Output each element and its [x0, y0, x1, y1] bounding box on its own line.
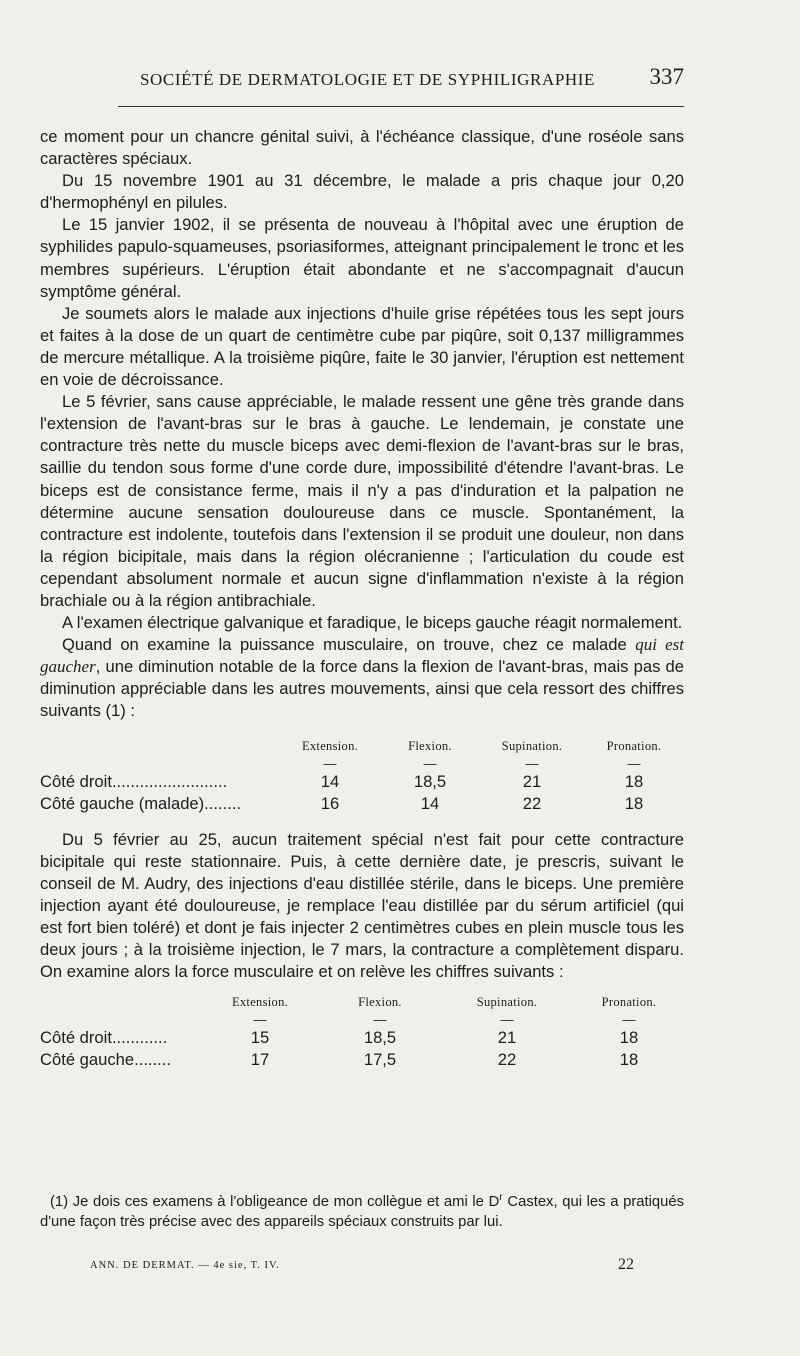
dash-row [40, 757, 684, 771]
page-number: 337 [649, 64, 684, 89]
paragraph-6: A l'examen électrique galvanique et faradique, le biceps gauche réagit normalement. [62, 613, 683, 633]
column-header: Extension. [301, 738, 359, 753]
column-header: Flexion. [358, 995, 402, 1010]
dash: — [627, 755, 641, 771]
column-header: Flexion. [408, 738, 452, 753]
table-header-row [40, 991, 684, 1013]
row-label: Côté droit......................... [40, 771, 228, 791]
table-row [40, 1049, 684, 1071]
dash: — [323, 755, 337, 771]
paragraph-2: Du 15 novembre 1901 au 31 décembre, le malade a pris chaque jour 0,20 d'hermophényl en pilules. [40, 171, 684, 213]
table-cell: 17 [250, 1050, 270, 1070]
measure-table-before [40, 735, 684, 815]
body-text [40, 126, 684, 1071]
running-head [118, 62, 684, 96]
table-cell: 16 [320, 793, 340, 813]
table-cell: 18 [619, 1050, 639, 1070]
row-label: Côté gauche (malade)........ [40, 793, 242, 813]
signature-mark: 22 [618, 1256, 634, 1273]
dash: — [500, 1012, 514, 1028]
table-cell: 18,5 [413, 771, 447, 791]
table-cell: 18,5 [363, 1028, 397, 1048]
table-cell: 21 [497, 1028, 517, 1048]
dash: — [373, 1012, 387, 1028]
table-cell: 15 [250, 1028, 270, 1048]
journal-citation: ANN. DE DERMAT. — 4e sie, T. IV. [90, 1260, 280, 1271]
paragraph-7 [40, 634, 684, 722]
row-label: Côté gauche........ [40, 1050, 171, 1070]
dash: — [525, 755, 539, 771]
paragraph-3: Le 15 janvier 1902, il se présenta de nouveau à l'hôpital avec une éruption de syphilides papulo-squameuses, psoriasiformes, atteignant principalement le tronc et les membres supérieurs. L'éruption était abondante et ne s'accompagnait d'aucun symptôme général. [40, 215, 684, 301]
column-header: Extension. [231, 995, 289, 1010]
table-cell: 18 [624, 793, 644, 813]
table-cell: 18 [619, 1028, 639, 1048]
dash-row [40, 1013, 684, 1027]
table-cell: 14 [420, 793, 440, 813]
row-label: Côté droit............ [40, 1028, 168, 1048]
table-header-row [40, 735, 684, 757]
table-row [40, 793, 684, 815]
table-cell: 14 [320, 771, 340, 791]
footnote-text [40, 1188, 684, 1232]
paragraph-5: Le 5 février, sans cause appréciable, le malade ressent une gêne très grande dans l'extension de l'avant-bras sur le bras à gauche. Le lendemain, je constate une contracture très nette du muscle biceps avec demi-flexion de l'avant-bras sur le bras, saillie du tendon sous forme d'une corde dure, impossibilité d'étendre l'avant-bras. Le biceps est de consistance ferme, mais il n'y a pas d'induration et la palpation ne détermine aucune sensation douloureuse dans ce muscle. Spontanément, la contracture est indolente, toutefois dans l'extension il se produit une douleur, non dans la région bicipitale, mais dans la région olécranienne ; l'articulation du coude est cependant absolument normale et aucun signe d'inflammation n'existe à la région brachiale ou à la région antibrachiale. [40, 392, 684, 610]
dash: — [622, 1012, 636, 1028]
footnote [40, 1188, 684, 1232]
paragraph-1: ce moment pour un chancre génital suivi, à l'échéance classique, d'une roséole sans caractères spéciaux. [40, 127, 684, 169]
header-rule [118, 106, 684, 107]
paragraph-8: Du 5 février au 25, aucun traitement spécial n'est fait pour cette contracture bicipitale qui reste stationnaire. Puis, à cette dernière date, je prescris, suivant le conseil de M. Audry, des injections d'eau distillée stérile, dans le biceps. Une première injection ayant été douloureuse, je remplace l'eau distillée par du sérum artificiel (qui est fort bien toléré) et dont je fais injecter 2 centimètres cubes en plein muscle tous les deux jours ; à la troisième injection, le 7 mars, la contracture a complètement disparu. On examine alors la force musculaire et on relève les chiffres suivants : [40, 829, 684, 982]
paragraph-7-text-a: Quand on examine la puissance musculaire, on trouve, chez ce malade [62, 635, 636, 655]
measure-table-after [40, 991, 684, 1071]
table-row [40, 1027, 684, 1049]
paragraph-7-text-b: , une diminution notable de la force dans la flexion de l'avant-bras, mais pas de diminution appréciable dans les autres mouvements, ainsi que cela ressort des chiffres suivants (1) : [40, 657, 684, 721]
page-footer [90, 1256, 634, 1280]
table-cell: 22 [497, 1050, 517, 1070]
column-header: Pronation. [606, 738, 662, 753]
footnote-text-b: Castex, qui les a pratiqués d'une façon très précise avec des appareils spéciaux construits par lui. [40, 1193, 684, 1230]
dash: — [423, 755, 437, 771]
table-row [40, 771, 684, 793]
paragraph-7-italic: qui est gaucher [40, 635, 684, 677]
table-cell: 21 [522, 771, 542, 791]
column-header: Supination. [476, 995, 538, 1010]
footnote-superscript: r [499, 1192, 503, 1203]
paragraph-4: Je soumets alors le malade aux injections d'huile grise répétées tous les sept jours et faites à la dose de un quart de centimètre cube par piqûre, soit 0,137 milligrammes de mercure métallique. A la troisième piqûre, faite le 30 janvier, l'éruption est nettement en voie de décroissance. [40, 303, 684, 390]
table-cell: 18 [624, 771, 644, 791]
running-title: SOCIÉTÉ DE DERMATOLOGIE ET DE SYPHILIGRAPHIE [140, 70, 596, 89]
column-header: Pronation. [601, 995, 657, 1010]
footnote-text-a: (1) Je dois ces examens à l'obligeance de mon collègue et ami le D [50, 1193, 500, 1210]
column-header: Supination. [501, 738, 563, 753]
table-cell: 17,5 [363, 1050, 397, 1070]
table-cell: 22 [522, 793, 542, 813]
dash: — [253, 1012, 267, 1028]
